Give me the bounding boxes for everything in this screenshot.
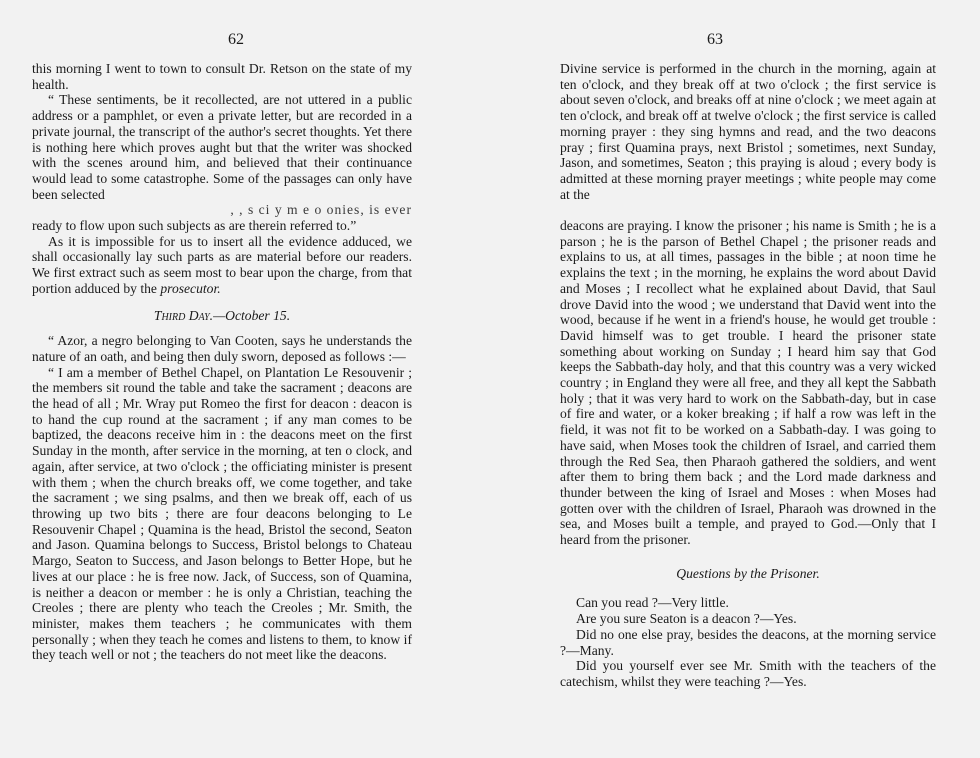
section-heading: Questions by the Prisoner.	[676, 565, 820, 581]
paragraph: ready to flow upon such subjects as are therein referred to.”	[32, 218, 357, 234]
qa-item: Are you sure Seaton is a deacon ?—Yes.	[576, 611, 797, 627]
paragraph	[32, 234, 412, 297]
qa-item: Did you yourself ever see Mr. Smith with the teachers of the catechism, whilst they were teaching ?—Yes.	[560, 658, 936, 689]
paragraph-text: As it is impossible for us to insert all the evidence adduced, we shall occasionally lay such parts as are material before our readers. We first extract such as seem most to bear upon the charge, from that portion adduced by the	[32, 233, 412, 296]
left-page-body	[32, 61, 412, 663]
paragraph: this morning I went to town to consult Dr. Retson on the state of my health.	[32, 61, 412, 92]
emphasis-text: prosecutor.	[160, 280, 221, 296]
heading-date: —October 15.	[213, 307, 291, 323]
paragraph: Divine service is performed in the church in the morning, again at ten o'clock, and they break off at two o'clock ; the first service is about seven o'clock, and breaks off at nine o'clock ; we meet again at ten o'clock, and break off at twelve o'clock ; the first service is called morning prayer : they sing hymns and read, and the two deacons pray ; first Quamina prays, next Bristol ; sometimes, next Sunday, Jason, and sometimes, Seaton ; this praying is aloud ; every body is admitted at these morning prayer meetings ; white people may come at the	[560, 61, 936, 202]
page-number: 63	[707, 31, 723, 48]
faded-line	[560, 202, 936, 218]
section-heading	[32, 308, 412, 324]
paragraph: deacons are praying. I know the prisoner ; his name is Smith ; he is a parson ; he is the parson of Bethel Chapel ; the prisoner reads and explains to us, at all times, passages in the bible ; at noon time he explains the text ; in the morning, he explains the word about David and Moses ; I recollect what he explained about David, that Saul drove David into the wood ; we understand that David went into the wood, because if he went in a friend's house, he would get trouble : David himself was to get trouble. I heard the prisoner state something about working on Sunday ; I heard him say that God keeps the Sabbath-day holy, and that this country was a very wicked country ; in England they were all free, and they all kept the Sabbath holy ; that it was very hard to work on the Sabbath-day, but in case of fire and water, or a koker breaking ; if half a row was left in the field, it was not fit to be worked on a Sabbath-day. I was going to have said, when Moses took the children of Israel, and carried them through the Red Sea, then Pharaoh gathered the soldiers, and went after them to bring them back ; and the Lord made darkness and thunder between the king of Israel and Moses : when Moses had gotten over with the children of Israel, Pharaoh was drowned in the sea, and Moses built a temple, and prayed to God.—Only that I heard from the prisoner.	[560, 218, 936, 548]
page-number: 62	[228, 31, 244, 48]
faded-line: , , s ci y m e o onies, is ever	[230, 202, 412, 218]
right-page-body	[560, 61, 936, 690]
paragraph: “ I am a member of Bethel Chapel, on Plantation Le Resouvenir ; the members sit round the table and take the sacrament ; deacons are the head of all ; Mr. Wray put Romeo the first for deacon : deacon is to hand the cup round at the sacrament ; if any man comes to be baptized, the deacons receive him in : the deacons meet on the first Sunday in the month, after service in the morning, at ten o clock, and again, after service, at two o'clock ; the officiating minister is present with them ; when the church breaks off, we come together, and take the sacrament ; we sing psalms, and then we break off, each of us throwing up two bits ; there are four deacons belonging to Le Resouvenir Chapel ; Quamina is the head, Bristol the second, Seaton and Jason. Quamina belongs to Success, Bristol belongs to Chateau Margo, Seaton to Success, and Jason belongs to Better Hope, but he lives at our place : he is free now. Jack, of Success, son of Quamina, is neither a deacon or member : he is only a Christian, teaching the Creoles ; there are plenty who teach the Creoles ; Mr. Smith, the minister, makes them teachers ; he communicates with them personally ; when they teach he comes and listens to them, to know if they teach well or not ; the teachers do not meet like the deacons.	[32, 364, 412, 663]
qa-item: Can you read ?—Very little.	[576, 595, 729, 611]
right-page	[490, 0, 980, 758]
qa-item: Did no one else pray, besides the deacons, at the morning service ?—Many.	[560, 626, 936, 658]
paragraph: “ Azor, a negro belonging to Van Cooten, says he understands the nature of an oath, and being then duly sworn, deposed as follows :—	[32, 333, 412, 364]
paragraph: “ These sentiments, be it recollected, are not uttered in a public address or a pamphlet, or even a private letter, but are recorded in a private journal, the transcript of the author's secret thoughts. Yet there is nothing here which proves aught but that the writer was shocked with the scenes around him, and believed that their continuance would lead to some catastrophe. Some of the passages can only have been selected	[32, 92, 412, 202]
heading-smallcaps: Third Day.	[153, 307, 214, 323]
